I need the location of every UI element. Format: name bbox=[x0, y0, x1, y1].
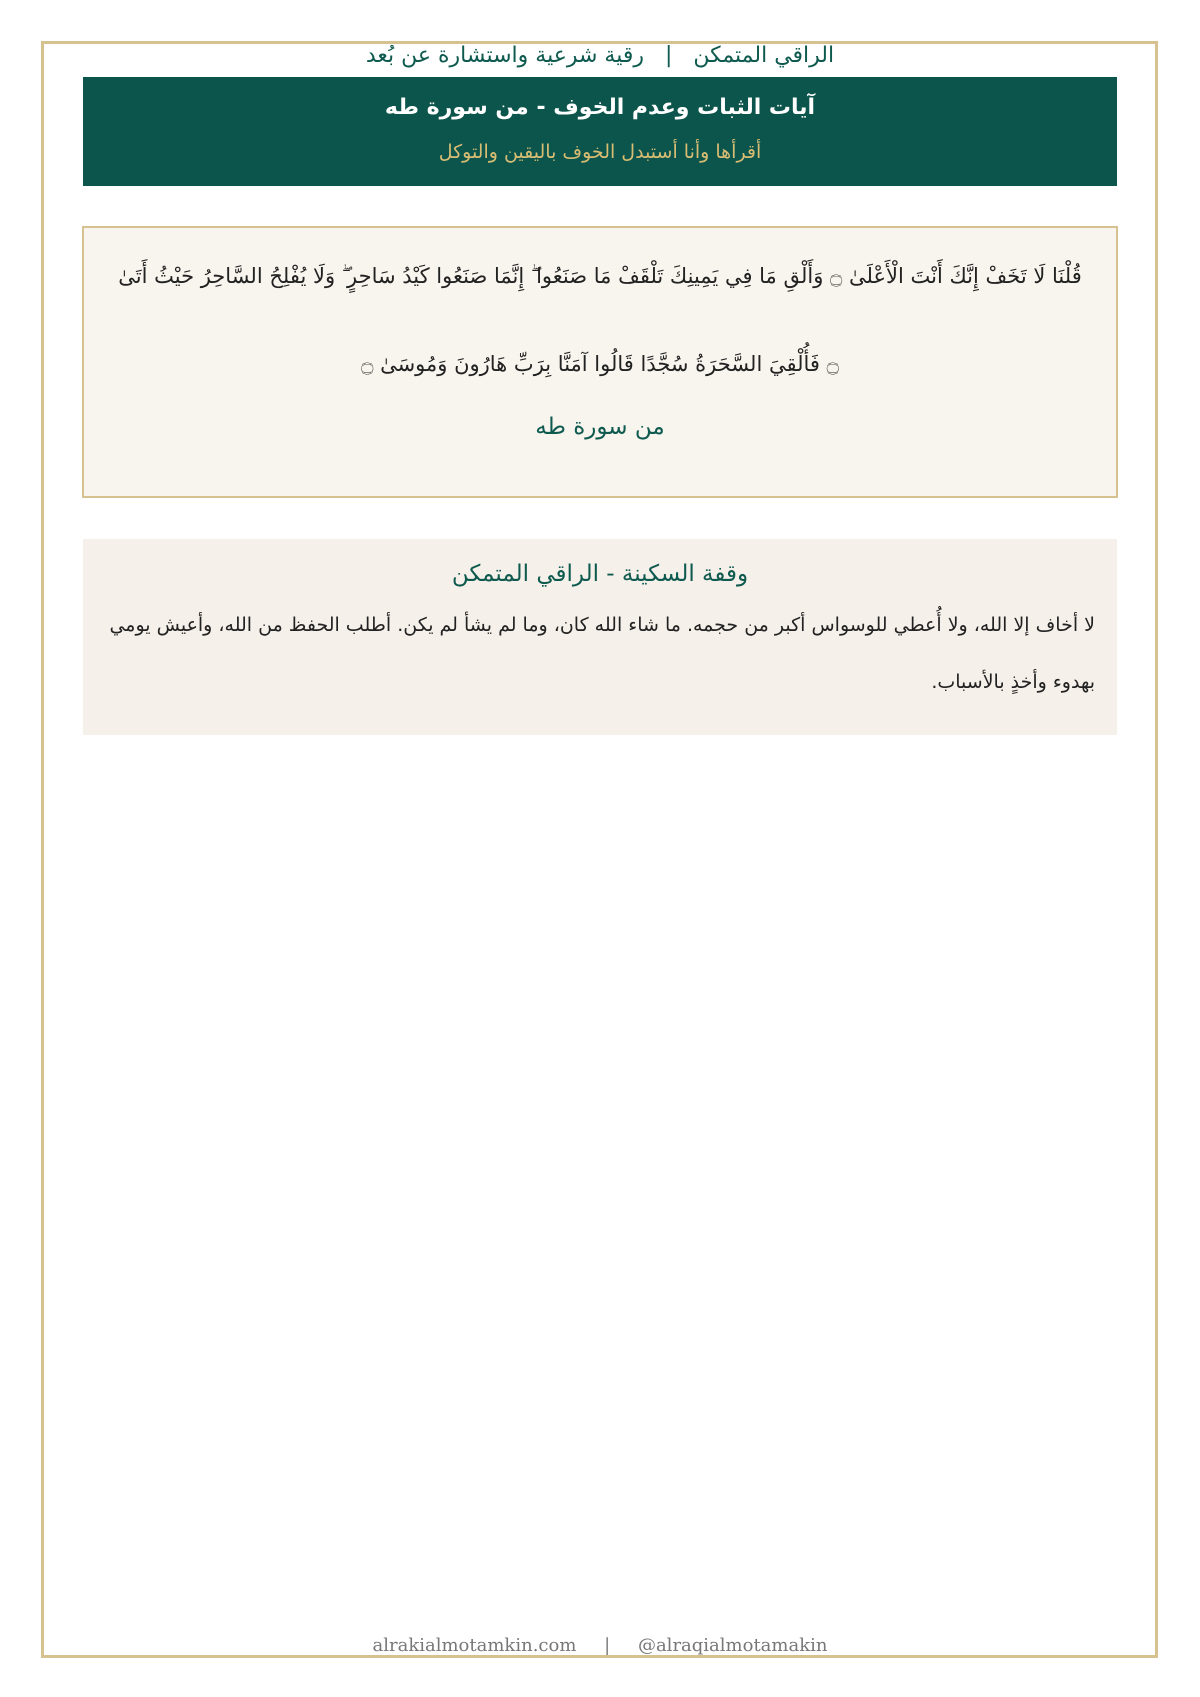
reflection-text: لا أخاف إلا الله، ولا أُعطي للوسواس أكبر من حجمه. ما شاء الله كان، وما لم يشأ لم يكن. أطلب الحفظ من الله، وأعيش يومي بهدوء وأخذٍ بالأسباب. bbox=[109, 614, 1095, 693]
verse-text: قُلْنَا لَا تَخَفْ إِنَّكَ أَنْتَ الْأَعْلَىٰ ۝ وَأَلْقِ مَا فِي يَمِينِكَ تَلْقَفْ مَا صَنَعُوا ۖ إِنَّمَا صَنَعُوا كَيْدُ سَاحِرٍ ۖ وَلَا يُفْلِحُ السَّاحِرُ حَيْثُ أَتَىٰ ۝ فَأُلْقِيَ السَّحَرَةُ سُجَّدًا قَالُوا آمَنَّا بِرَبِّ هَارُونَ وَمُوسَىٰ ۝ bbox=[118, 264, 1082, 376]
brand-name: الراقي المتمكن bbox=[693, 43, 835, 68]
verse-box bbox=[82, 226, 1118, 498]
verse-source: من سورة طه bbox=[535, 414, 665, 440]
title-banner bbox=[83, 77, 1117, 186]
header-tagline: رقية شرعية واستشارة عن بُعد bbox=[365, 43, 644, 68]
page-header bbox=[0, 39, 1200, 73]
banner-title: آيات الثبات وعدم الخوف - من سورة طه bbox=[384, 95, 816, 120]
footer-separator: | bbox=[604, 1635, 611, 1656]
header-separator: | bbox=[665, 43, 673, 68]
reflection-box bbox=[83, 539, 1117, 735]
reflection-title: وقفة السكينة - الراقي المتمكن bbox=[451, 561, 749, 587]
footer-website: alrakialmotamkin.com bbox=[372, 1635, 577, 1656]
page-footer bbox=[0, 1632, 1200, 1660]
footer-handle: @alraqialmotamakin bbox=[637, 1635, 828, 1656]
banner-subtitle: أقرأها وأنا أستبدل الخوف باليقين والتوكل bbox=[438, 141, 762, 163]
